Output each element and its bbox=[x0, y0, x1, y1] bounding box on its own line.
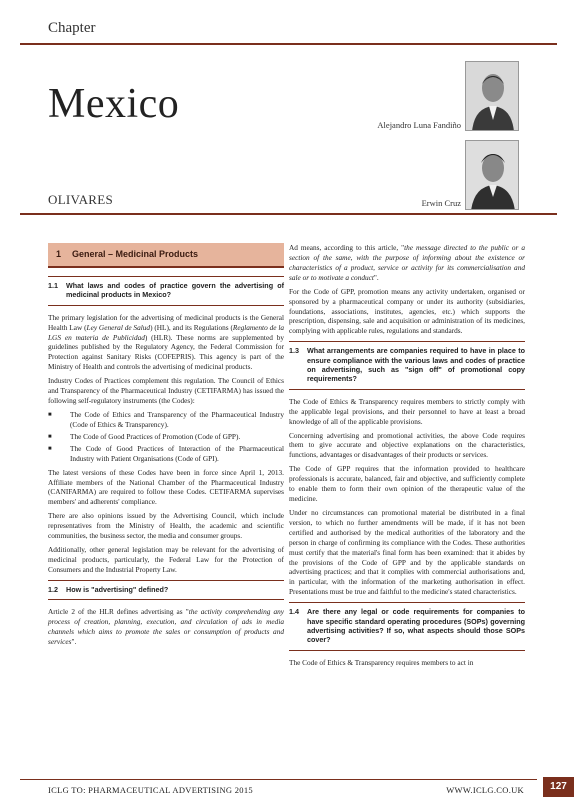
paragraph bbox=[289, 243, 525, 283]
chapter-label: Chapter bbox=[48, 20, 96, 36]
author-photo-2 bbox=[465, 140, 519, 210]
text-run: ) (HL), and its Regulations ( bbox=[150, 322, 233, 332]
question-1-1 bbox=[48, 276, 284, 306]
italic-run: Reglamento de la LGS en materia de Publicidad bbox=[48, 322, 284, 342]
right-column bbox=[289, 243, 525, 672]
italic-run: Ley General de Salud bbox=[86, 322, 151, 332]
list-item bbox=[48, 432, 284, 442]
header-rule bbox=[20, 213, 557, 215]
section-number: 1 bbox=[56, 249, 62, 259]
text-run: Article 2 of the HLR defines advertising as " bbox=[48, 607, 189, 617]
paragraph bbox=[48, 313, 284, 373]
question-number: 1.4 bbox=[289, 607, 299, 617]
question-1-2 bbox=[48, 580, 284, 600]
left-column bbox=[48, 243, 284, 651]
question-text: How is "advertising" defined? bbox=[66, 584, 169, 594]
question-1-4 bbox=[289, 602, 525, 650]
list-item-text: The Code of Good Practices of Interaction of the Pharmaceutical Industry with Patient Organisations (Code of GPI). bbox=[70, 443, 284, 463]
top-rule bbox=[20, 43, 557, 45]
footer-publication: ICLG TO: PHARMACEUTICAL ADVERTISING 2015 bbox=[48, 785, 253, 795]
author-name-2: Erwin Cruz bbox=[421, 198, 461, 208]
text-run: ". bbox=[71, 636, 77, 646]
text-run: ) (HLR). These norms are supplemented by guidelines published by the Regulatory Agency, the Federal Commission for Protection against Sanitary Risks (COFEPRIS). This agency is part of the Ministry of Health and controls the advertising of medicinal products. bbox=[48, 332, 284, 372]
question-text: What arrangements are companies required to have in place to ensure compliance with the various laws and codes of practice on advertising, such as "sign off" of promotional copy requirements? bbox=[307, 346, 525, 384]
question-number: 1.2 bbox=[48, 584, 58, 594]
question-text: Are there any legal or code requirements for companies to have specific standard operating procedures (SOPs) governing advertising activities? If so, what aspects should those SOPs cover? bbox=[307, 607, 525, 645]
paragraph: Under no circumstances can promotional material be distributed in a final version, to which no further amendments will be made, if it has not been certified and authorised by the medical authorities of the laboratory and the person in charge of confirming its compliance with the Codes. These authorities must certify that the material's final form has been examined: that it abides by the provisions of the Code of GPP and by the applicable standards on advertising practices; and that it complies with commercial authorisations and, in particular, with the information of the marketing authorisation in effect. Presentations must be true and faithful to the medicine's stated characteristics. bbox=[289, 507, 525, 597]
bullet-icon: ■ bbox=[48, 433, 52, 440]
paragraph: There are also opinions issued by the Advertising Council, which include representatives from the Ministry of Health, the academic and scientific communities, the business sector, the media and consumer groups. bbox=[48, 511, 284, 541]
page-number: 127 bbox=[543, 777, 574, 797]
question-number: 1.1 bbox=[48, 281, 58, 290]
firm-name: OLIVARES bbox=[48, 192, 114, 207]
author-name-1: Alejandro Luna Fandiño bbox=[377, 120, 461, 130]
italic-run: the message directed to the public or a section of the same, with the purpose of informing about the existence or characteristics of a product, service or activity for its commercialisation and sale or to motivate a conduct bbox=[289, 243, 525, 282]
paragraph: Concerning advertising and promotional activities, the above Code requires them to give accurate and objective explanations on the characteristics, functions, advantages or disadvantages of their products or services. bbox=[289, 430, 525, 460]
author-photo-1 bbox=[465, 61, 519, 131]
chapter-title: Mexico bbox=[48, 81, 180, 127]
list-item-text: The Code of Ethics and Transparency of the Pharmaceutical Industry (Code of Ethics & Transparency). bbox=[70, 410, 284, 429]
text-run: ". bbox=[373, 272, 379, 282]
section-heading bbox=[48, 243, 284, 268]
question-number: 1.3 bbox=[289, 346, 299, 356]
paragraph: Industry Codes of Practices complement this regulation. The Council of Ethics and Transparency of the Pharmaceutical Industry (CETIFARMA) has issued the following self-regulatory instruments (the Codes): bbox=[48, 376, 284, 406]
text-run: The primary legislation for the advertising of medicinal products is the General Health Law ( bbox=[48, 312, 284, 332]
footer-website-link[interactable]: WWW.ICLG.CO.UK bbox=[446, 785, 524, 795]
text-run: Ad means, according to this article, " bbox=[289, 243, 405, 252]
paragraph: Additionally, other general legislation may be relevant for the advertising of medicinal products, particularly, the Federal Law for the Protection of Consumers and the Industrial Property Law. bbox=[48, 545, 284, 574]
footer-rule bbox=[20, 779, 537, 780]
section-title: General – Medicinal Products bbox=[72, 249, 199, 259]
list-item bbox=[48, 444, 284, 464]
list-item bbox=[48, 410, 284, 430]
paragraph: The Code of GPP requires that the information provided to healthcare professionals is accurate, balanced, fair and objective, and sufficiently complete to enable them to form their own opinion of the therapeutic value of the medicine. bbox=[289, 464, 525, 504]
question-1-3 bbox=[289, 341, 525, 389]
question-text: What laws and codes of practice govern the advertising of medicinal products in Mexico? bbox=[66, 281, 284, 300]
paragraph: The latest versions of these Codes have been in force since April 1, 2013. Affiliate members of the National Chamber of the Pharmaceutical Industry (CANIFARMA) are required to follow these Codes. CETIFARMA supervises members' and adherents' compliance. bbox=[48, 467, 284, 507]
list-item-text: The Code of Good Practices of Promotion (Code of GPP). bbox=[70, 431, 241, 441]
bullet-icon: ■ bbox=[48, 412, 52, 419]
paragraph: The Code of Ethics & Transparency requires members to act in bbox=[289, 657, 474, 667]
paragraph: For the Code of GPP, promotion means any activity undertaken, organised or sponsored by a pharmaceutical company or under its authority (subsidiaries, foundations, associations, institutes, agencies, etc.) which supports the prescription, dispensing, sale and acquisition or administration of its medicines, complying with applicable rules, regulations and standards. bbox=[289, 286, 525, 336]
codes-list bbox=[48, 410, 284, 464]
paragraph: The Code of Ethics & Transparency requires members to strictly comply with the applicable legal provisions, and their personnel to have at least a broad knowledge of all of the applicable provisions. bbox=[289, 396, 525, 426]
italic-run: the activity comprehending any process of creation, planning, execution, and circulation of ads in media channels which aims to promote the sales or consumption of products and services bbox=[48, 607, 284, 646]
bullet-icon: ■ bbox=[48, 445, 52, 452]
paragraph bbox=[48, 607, 284, 647]
